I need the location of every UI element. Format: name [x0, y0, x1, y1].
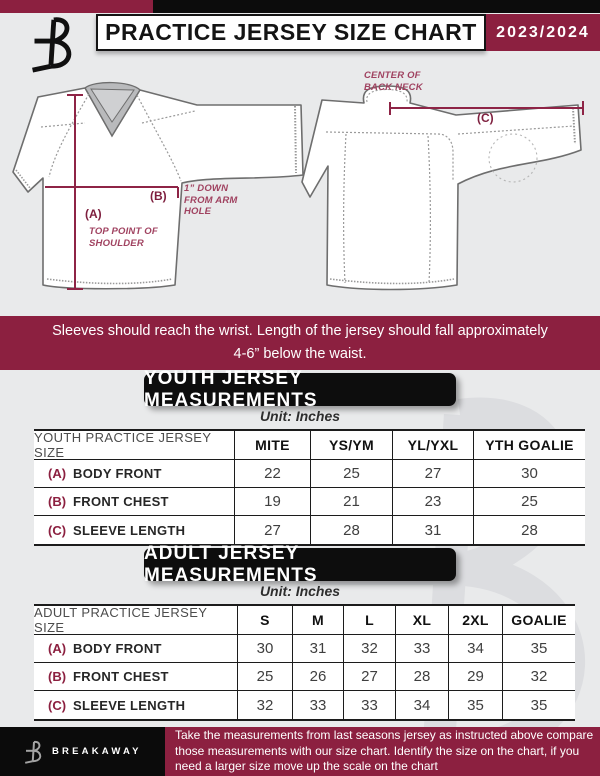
table-cell: 28: [473, 516, 585, 544]
table-cell: 33: [343, 691, 395, 719]
table-cell: 28: [395, 663, 448, 691]
adult-table-size-header: ADULT PRACTICE JERSEY SIZE: [34, 606, 237, 635]
page-title-box: [96, 14, 486, 51]
season-label: 2023/2024: [496, 23, 590, 41]
table-cell: 23: [392, 488, 473, 516]
youth-row-sleeve-length-label: (C) SLEEVE LENGTH: [34, 516, 234, 544]
measure-key-b: (B): [150, 189, 167, 203]
measure-key-a: (A): [85, 207, 102, 221]
youth-table-size-header: YOUTH PRACTICE JERSEY SIZE: [34, 431, 234, 460]
adult-row-front-chest-label: (B) FRONT CHEST: [34, 663, 237, 691]
youth-col-ylyxl: YL/YXL: [392, 431, 473, 460]
table-cell: 33: [395, 635, 448, 663]
table-cell: 35: [502, 691, 575, 719]
page-title: PRACTICE JERSEY SIZE CHART: [105, 19, 477, 45]
table-cell: 32: [343, 635, 395, 663]
table-cell: 27: [234, 516, 310, 544]
table-cell: 30: [473, 460, 585, 488]
table-cell: 25: [473, 488, 585, 516]
table-cell: 35: [448, 691, 502, 719]
table-cell: 28: [310, 516, 392, 544]
table-cell: 31: [392, 516, 473, 544]
table-cell: 33: [292, 691, 343, 719]
adult-col-xl: XL: [395, 606, 448, 635]
footer-instructions: [165, 727, 600, 776]
footer-brand-block: [0, 727, 165, 776]
table-cell: 32: [237, 691, 292, 719]
table-cell: 25: [237, 663, 292, 691]
youth-unit-label: Unit: Inches: [259, 408, 341, 424]
youth-size-table: [34, 429, 585, 546]
footer-instructions-text: Take the measurements from last seasons jersey as instructed above compare those measurements with our size chart. Identify the size on the chart, if you need a larger size move up the scale on the chart: [175, 728, 594, 774]
table-cell: 19: [234, 488, 310, 516]
fit-note-text: Sleeves should reach the wrist. Length of the jersey should fall approximately 4-6” below the waist.: [52, 323, 548, 362]
breakaway-footer-logo-icon: [20, 739, 44, 765]
measure-key-c: (C): [477, 111, 494, 125]
table-cell: 30: [237, 635, 292, 663]
adult-section-header: [144, 542, 456, 586]
youth-col-ysym: YS/YM: [310, 431, 392, 460]
top-accent-strip-black: [153, 0, 600, 13]
adult-col-2xl: 2XL: [448, 606, 502, 635]
top-accent-strip-maroon: [0, 0, 153, 13]
youth-col-mite: MITE: [234, 431, 310, 460]
measure-note-c: CENTER OF BACK NECK: [364, 70, 423, 93]
table-cell: 32: [502, 663, 575, 691]
breakaway-logo-icon: [20, 15, 78, 73]
adult-section-title: ADULT JERSEY MEASUREMENTS: [144, 542, 318, 586]
table-cell: 21: [310, 488, 392, 516]
table-cell: 25: [310, 460, 392, 488]
youth-row-front-chest-label: (B) FRONT CHEST: [34, 488, 234, 516]
table-cell: 26: [292, 663, 343, 691]
back-jersey-diagram: [300, 70, 600, 295]
table-cell: 27: [343, 663, 395, 691]
front-jersey-diagram: [5, 80, 315, 295]
youth-row-body-front-label: (A) BODY FRONT: [34, 460, 234, 488]
footer-brand-name: BREAKAWAY: [52, 746, 142, 757]
youth-col-goalie: YTH GOALIE: [473, 431, 585, 460]
table-cell: 35: [502, 635, 575, 663]
youth-section-header: [144, 367, 456, 411]
adult-size-table: [34, 604, 575, 721]
adult-unit-label: Unit: Inches: [259, 583, 341, 599]
table-cell: 34: [448, 635, 502, 663]
adult-col-l: L: [343, 606, 395, 635]
youth-section-title: YOUTH JERSEY MEASUREMENTS: [144, 367, 318, 411]
table-cell: 22: [234, 460, 310, 488]
table-cell: 34: [395, 691, 448, 719]
table-cell: 27: [392, 460, 473, 488]
adult-col-s: S: [237, 606, 292, 635]
adult-row-sleeve-length-label: (C) SLEEVE LENGTH: [34, 691, 237, 719]
season-badge: [486, 14, 600, 51]
table-cell: 29: [448, 663, 502, 691]
measure-note-b: 1” DOWN FROM ARM HOLE: [184, 183, 238, 217]
fit-note-banner: [0, 316, 600, 370]
adult-row-body-front-label: (A) BODY FRONT: [34, 635, 237, 663]
measure-note-a: TOP POINT OF SHOULDER: [89, 226, 158, 249]
adult-col-m: M: [292, 606, 343, 635]
table-cell: 31: [292, 635, 343, 663]
adult-col-goalie: GOALIE: [502, 606, 575, 635]
